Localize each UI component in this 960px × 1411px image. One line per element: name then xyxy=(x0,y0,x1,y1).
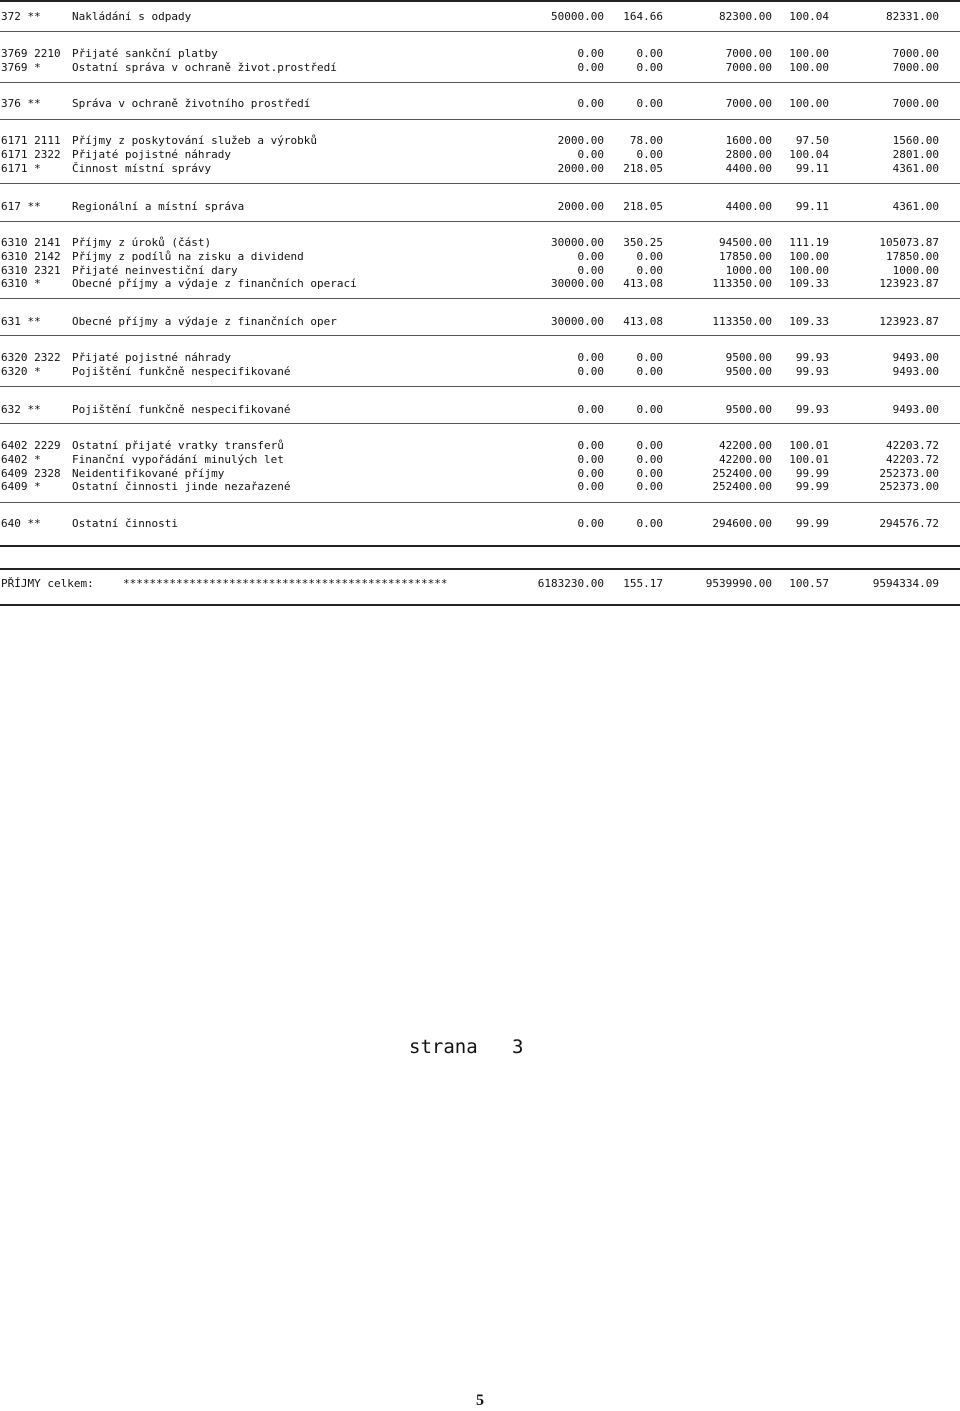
row-value-2: 0.00 xyxy=(636,467,663,480)
row-code: 6310 2141 xyxy=(1,236,61,249)
row-value-1: 50000.00 xyxy=(551,10,604,23)
row-value-1: 0.00 xyxy=(577,264,604,277)
row-value-5: 7000.00 xyxy=(892,97,939,110)
row-value-2: 218.05 xyxy=(623,162,663,175)
total-top-rule xyxy=(0,568,960,570)
row-value-1: 2000.00 xyxy=(557,200,604,213)
row-code: 6409 * xyxy=(1,480,41,493)
row-value-4: 109.33 xyxy=(789,315,829,328)
row-separator xyxy=(0,183,960,184)
table-row xyxy=(0,277,960,291)
page-number: 5 xyxy=(476,1392,484,1409)
row-value-3: 9500.00 xyxy=(725,365,772,378)
row-value-5: 2801.00 xyxy=(892,148,939,161)
row-value-4: 109.33 xyxy=(789,277,829,290)
row-name: Přijaté neinvestiční dary xyxy=(72,264,238,277)
row-value-1: 30000.00 xyxy=(551,315,604,328)
row-code: 6310 2142 xyxy=(1,250,61,263)
row-name: Ostatní správa v ochraně život.prostředí xyxy=(72,61,337,74)
row-value-1: 30000.00 xyxy=(551,236,604,249)
row-value-3: 42200.00 xyxy=(719,453,772,466)
row-value-3: 4400.00 xyxy=(725,162,772,175)
table-row xyxy=(0,162,960,176)
row-value-1: 30000.00 xyxy=(551,277,604,290)
row-value-1: 0.00 xyxy=(577,467,604,480)
row-value-4: 100.00 xyxy=(789,61,829,74)
row-code: 6320 2322 xyxy=(1,351,61,364)
row-value-4: 100.01 xyxy=(789,453,829,466)
row-value-1: 0.00 xyxy=(577,517,604,530)
row-value-4: 99.93 xyxy=(795,403,829,416)
row-value-3: 7000.00 xyxy=(725,61,772,74)
row-code: 6310 * xyxy=(1,277,41,290)
row-separator xyxy=(0,502,960,503)
row-value-2: 0.00 xyxy=(636,250,663,263)
row-value-2: 164.66 xyxy=(623,10,663,23)
table-row xyxy=(0,467,960,481)
row-value-2: 413.08 xyxy=(623,315,663,328)
row-value-5: 1000.00 xyxy=(892,264,939,277)
row-value-2: 78.00 xyxy=(629,134,663,147)
row-separator xyxy=(0,221,960,222)
row-value-2: 0.00 xyxy=(636,439,663,452)
row-value-4: 99.93 xyxy=(795,351,829,364)
row-value-3: 2800.00 xyxy=(725,148,772,161)
table-row xyxy=(0,453,960,467)
row-value-5: 252373.00 xyxy=(879,480,939,493)
total-value-2: 155.17 xyxy=(623,577,663,590)
row-separator xyxy=(0,31,960,32)
row-separator xyxy=(0,423,960,424)
row-value-2: 0.00 xyxy=(636,264,663,277)
row-value-2: 0.00 xyxy=(636,480,663,493)
total-label: PŘÍJMY celkem: xyxy=(1,577,94,590)
row-value-1: 0.00 xyxy=(577,403,604,416)
row-code: 632 ** xyxy=(1,403,41,416)
row-value-3: 294600.00 xyxy=(712,517,772,530)
row-code: 640 ** xyxy=(1,517,41,530)
row-code: 6310 2321 xyxy=(1,264,61,277)
row-code: 6171 2322 xyxy=(1,148,61,161)
row-value-5: 7000.00 xyxy=(892,61,939,74)
row-value-2: 0.00 xyxy=(636,403,663,416)
row-value-1: 0.00 xyxy=(577,250,604,263)
row-value-5: 123923.87 xyxy=(879,315,939,328)
row-code: 6320 * xyxy=(1,365,41,378)
row-value-3: 9500.00 xyxy=(725,351,772,364)
table-row xyxy=(0,517,960,531)
total-bottom-rule xyxy=(0,604,960,606)
row-value-4: 100.00 xyxy=(789,97,829,110)
row-value-5: 4361.00 xyxy=(892,200,939,213)
table-row xyxy=(0,61,960,75)
row-code: 3769 2210 xyxy=(1,47,61,60)
row-name: Ostatní přijaté vratky transferů xyxy=(72,439,284,452)
table-row xyxy=(0,365,960,379)
row-value-1: 0.00 xyxy=(577,61,604,74)
row-name: Ostatní činnosti jinde nezařazené xyxy=(72,480,291,493)
row-value-3: 9500.00 xyxy=(725,403,772,416)
row-value-5: 17850.00 xyxy=(886,250,939,263)
row-name: Pojištění funkčně nespecifikované xyxy=(72,365,291,378)
row-value-5: 294576.72 xyxy=(879,517,939,530)
row-name: Příjmy z poskytování služeb a výrobků xyxy=(72,134,318,147)
row-value-1: 0.00 xyxy=(577,351,604,364)
total-value-4: 100.57 xyxy=(789,577,829,590)
page-label: strana 3 xyxy=(409,1036,524,1058)
table-row xyxy=(0,47,960,61)
row-value-3: 1000.00 xyxy=(725,264,772,277)
row-code: 617 ** xyxy=(1,200,41,213)
row-value-2: 350.25 xyxy=(623,236,663,249)
row-value-2: 0.00 xyxy=(636,61,663,74)
row-value-5: 252373.00 xyxy=(879,467,939,480)
row-value-2: 0.00 xyxy=(636,365,663,378)
row-value-5: 9493.00 xyxy=(892,351,939,364)
row-value-2: 0.00 xyxy=(636,453,663,466)
row-value-4: 97.50 xyxy=(795,134,829,147)
row-code: 6402 2229 xyxy=(1,439,61,452)
row-value-5: 4361.00 xyxy=(892,162,939,175)
row-code: 6171 2111 xyxy=(1,134,61,147)
row-separator xyxy=(0,82,960,83)
row-name: Přijaté pojistné náhrady xyxy=(72,148,231,161)
row-value-1: 0.00 xyxy=(577,365,604,378)
row-name: Přijaté sankční platby xyxy=(72,47,218,60)
row-value-4: 99.99 xyxy=(795,467,829,480)
table-row xyxy=(0,264,960,278)
top-rule xyxy=(0,0,960,2)
row-separator xyxy=(0,335,960,336)
row-value-4: 111.19 xyxy=(789,236,829,249)
row-value-5: 9493.00 xyxy=(892,403,939,416)
row-value-1: 0.00 xyxy=(577,480,604,493)
row-value-5: 1560.00 xyxy=(892,134,939,147)
row-value-5: 42203.72 xyxy=(886,453,939,466)
table-row xyxy=(0,480,960,494)
row-value-1: 0.00 xyxy=(577,97,604,110)
row-value-4: 99.11 xyxy=(795,162,829,175)
total-row xyxy=(0,577,960,591)
row-code: 6409 2328 xyxy=(1,467,61,480)
row-value-2: 0.00 xyxy=(636,517,663,530)
row-value-1: 0.00 xyxy=(577,453,604,466)
row-value-5: 42203.72 xyxy=(886,439,939,452)
table-row xyxy=(0,439,960,453)
row-value-2: 0.00 xyxy=(636,351,663,364)
total-value-3: 9539990.00 xyxy=(705,577,772,590)
row-code: 376 ** xyxy=(1,97,41,110)
table-row xyxy=(0,200,960,214)
row-value-3: 94500.00 xyxy=(719,236,772,249)
row-name: Nakládání s odpady xyxy=(72,10,192,23)
row-name: Obecné příjmy a výdaje z finančních operací xyxy=(72,277,357,290)
row-name: Neidentifikované příjmy xyxy=(72,467,225,480)
row-value-2: 413.08 xyxy=(623,277,663,290)
row-value-2: 218.05 xyxy=(623,200,663,213)
row-name: Příjmy z úroků (část) xyxy=(72,236,212,249)
row-name: Příjmy z podílů na zisku a dividend xyxy=(72,250,304,263)
row-separator xyxy=(0,386,960,387)
row-code: 3769 * xyxy=(1,61,41,74)
table-row xyxy=(0,134,960,148)
row-value-4: 100.00 xyxy=(789,264,829,277)
row-value-3: 252400.00 xyxy=(712,480,772,493)
row-separator xyxy=(0,119,960,120)
row-name: Přijaté pojistné náhrady xyxy=(72,351,231,364)
row-value-4: 99.11 xyxy=(795,200,829,213)
table-row xyxy=(0,315,960,329)
total-stars: ************************************************* xyxy=(123,577,448,590)
row-separator xyxy=(0,298,960,299)
row-value-3: 252400.00 xyxy=(712,467,772,480)
row-value-1: 2000.00 xyxy=(557,162,604,175)
row-name: Pojištění funkčně nespecifikované xyxy=(72,403,291,416)
row-value-3: 4400.00 xyxy=(725,200,772,213)
row-value-4: 100.00 xyxy=(789,250,829,263)
table-row xyxy=(0,148,960,162)
row-value-4: 100.00 xyxy=(789,47,829,60)
row-value-1: 2000.00 xyxy=(557,134,604,147)
row-code: 6171 * xyxy=(1,162,41,175)
row-separator xyxy=(0,545,960,547)
row-value-5: 9493.00 xyxy=(892,365,939,378)
row-value-2: 0.00 xyxy=(636,47,663,60)
row-name: Správa v ochraně životního prostředí xyxy=(72,97,311,110)
table-row xyxy=(0,403,960,417)
row-value-3: 42200.00 xyxy=(719,439,772,452)
row-value-2: 0.00 xyxy=(636,148,663,161)
row-value-5: 7000.00 xyxy=(892,47,939,60)
row-value-5: 82331.00 xyxy=(886,10,939,23)
table-row xyxy=(0,236,960,250)
row-name: Finanční vypořádání minulých let xyxy=(72,453,284,466)
row-code: 631 ** xyxy=(1,315,41,328)
row-value-3: 7000.00 xyxy=(725,47,772,60)
row-value-2: 0.00 xyxy=(636,97,663,110)
table-row xyxy=(0,250,960,264)
total-value-5: 9594334.09 xyxy=(872,577,939,590)
row-value-4: 100.01 xyxy=(789,439,829,452)
row-value-3: 82300.00 xyxy=(719,10,772,23)
row-value-4: 99.93 xyxy=(795,365,829,378)
table-row xyxy=(0,351,960,365)
row-value-1: 0.00 xyxy=(577,47,604,60)
row-code: 6402 * xyxy=(1,453,41,466)
row-value-1: 0.00 xyxy=(577,439,604,452)
row-value-3: 113350.00 xyxy=(712,277,772,290)
row-value-1: 0.00 xyxy=(577,148,604,161)
row-value-3: 113350.00 xyxy=(712,315,772,328)
row-name: Ostatní činnosti xyxy=(72,517,178,530)
row-value-5: 123923.87 xyxy=(879,277,939,290)
table-row xyxy=(0,97,960,111)
row-value-4: 100.04 xyxy=(789,148,829,161)
row-name: Činnost místní správy xyxy=(72,162,212,175)
row-name: Obecné příjmy a výdaje z finančních oper xyxy=(72,315,337,328)
row-value-4: 99.99 xyxy=(795,517,829,530)
row-value-3: 17850.00 xyxy=(719,250,772,263)
row-value-4: 99.99 xyxy=(795,480,829,493)
row-name: Regionální a místní správa xyxy=(72,200,245,213)
total-value-1: 6183230.00 xyxy=(537,577,604,590)
row-value-4: 100.04 xyxy=(789,10,829,23)
row-value-3: 7000.00 xyxy=(725,97,772,110)
table-row xyxy=(0,10,960,24)
row-code: 372 ** xyxy=(1,10,41,23)
row-value-3: 1600.00 xyxy=(725,134,772,147)
row-value-5: 105073.87 xyxy=(879,236,939,249)
